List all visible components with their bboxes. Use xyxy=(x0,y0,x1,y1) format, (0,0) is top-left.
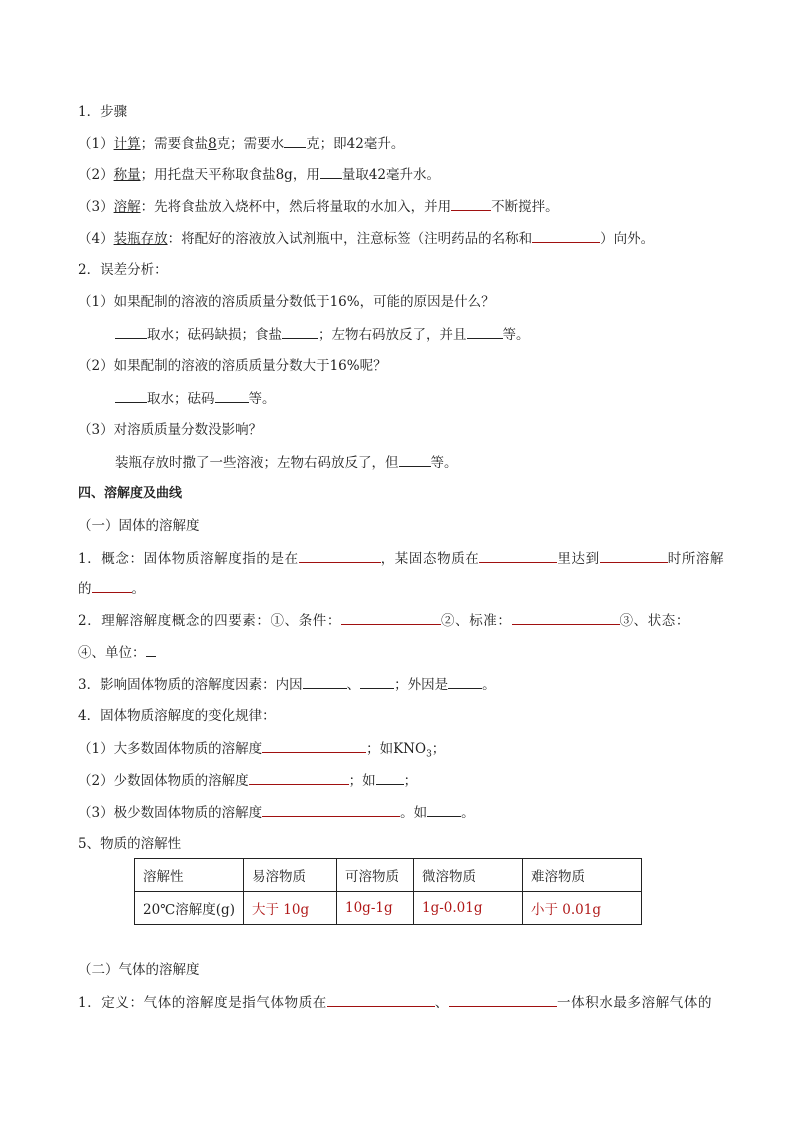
blank-unit[interactable] xyxy=(146,642,156,657)
blank-rule-2[interactable] xyxy=(249,770,349,785)
blank-internal-factor-1[interactable] xyxy=(303,674,347,689)
step-2-key: 称量 xyxy=(113,167,141,183)
subheading-solid: （一）固体的溶解度 xyxy=(78,518,200,534)
blank-standard[interactable] xyxy=(512,610,620,625)
step-3-key: 溶解 xyxy=(113,199,141,215)
gas-definition: 1．定义：气体的溶解度是指气体物质在 、 一体积水最多溶解气体的 xyxy=(78,992,712,1013)
blank-stir-tool[interactable] xyxy=(451,196,491,211)
table-cell: 1g-0.01g xyxy=(414,892,523,925)
rule-2: （2）少数固体物质的溶解度 ；如 ； xyxy=(78,770,417,791)
steps-heading: 1．步骤 xyxy=(78,104,128,120)
elements-line-1: 2．理解溶解度概念的四要素：①、条件： ②、标准： ③、状态： xyxy=(78,610,690,631)
rule-3: （3）极少数固体物质的溶解度 。如 。 xyxy=(78,802,475,823)
concept-line-2: 的 。 xyxy=(78,578,145,599)
solubility-heading: 5、物质的溶解性 xyxy=(78,836,182,852)
blank-water-reading-high[interactable] xyxy=(115,388,147,403)
concept-line-1: 1．概念：固体物质溶解度指的是在 ，某固态物质在 里达到 时所溶解 xyxy=(78,548,724,569)
blank-rule-2-example[interactable] xyxy=(376,770,404,785)
blank-salt-issue[interactable] xyxy=(282,324,318,339)
salt-amount: 8 xyxy=(208,136,217,152)
step-4-key: 装瓶存放 xyxy=(113,231,168,247)
blank-internal-factor-2[interactable] xyxy=(360,674,394,689)
rule-1: （1）大多数固体物质的溶解度 ；如$KNO_3$； xyxy=(78,738,445,765)
table-row xyxy=(135,892,642,925)
blank-rule-3-example[interactable] xyxy=(427,802,461,817)
blank-gas-temperature[interactable] xyxy=(449,992,557,1007)
table-cell: 难溶物质 xyxy=(523,859,642,892)
step-2: （2）称量；用托盘天平称取食盐8g，用 量取42毫升水。 xyxy=(78,164,440,185)
blank-weight-issue[interactable] xyxy=(215,388,249,403)
table-cell: 微溶物质 xyxy=(414,859,523,892)
blank-balance-issue[interactable] xyxy=(467,324,503,339)
table-header-row xyxy=(135,859,642,892)
factors-line: 3．影响固体物质的溶解度因素：内因 、 ；外因是 。 xyxy=(78,674,496,695)
table-cell: 大于 10g xyxy=(244,892,337,925)
blank-mass[interactable] xyxy=(92,578,132,593)
step-1: （1）计算；需要食盐8克；需要水 克；即42毫升。 xyxy=(78,133,404,154)
error-answer-2: 取水；砝码 等。 xyxy=(115,388,276,409)
blank-solvent-amount[interactable] xyxy=(479,548,557,563)
blank-rule-1[interactable] xyxy=(262,738,366,753)
rules-heading: 4．固体物质溶解度的变化规律： xyxy=(78,708,276,724)
error-heading: 2．误差分析： xyxy=(78,262,168,278)
blank-temperature[interactable] xyxy=(299,548,381,563)
blank-rule-3[interactable] xyxy=(262,802,400,817)
table-cell: 可溶物质 xyxy=(337,859,414,892)
solubility-table xyxy=(134,858,642,925)
table-cell: 20℃溶解度(g) xyxy=(135,892,244,925)
table-cell: 易溶物质 xyxy=(244,859,337,892)
blank-saturated-state[interactable] xyxy=(600,548,668,563)
blank-label-content[interactable] xyxy=(532,228,600,243)
step-4: （4）装瓶存放：将配好的溶液放入试剂瓶中，注意标签（注明药品的名称和 ）向外。 xyxy=(78,228,654,249)
elements-line-2: ④、单位： xyxy=(78,642,156,663)
blank-measuring-tool[interactable] xyxy=(320,164,342,179)
blank-water-grams[interactable] xyxy=(284,133,306,148)
subheading-gas: （二）气体的溶解度 xyxy=(78,962,200,978)
error-question-2: （2）如果配制的溶液的溶质质量分数大于16%呢？ xyxy=(78,358,387,374)
error-question-3: （3）对溶质质量分数没影响？ xyxy=(78,422,263,438)
error-answer-1: 取水；砝码缺损；食盐 ；左物右码放反了，并且 等。 xyxy=(115,324,530,345)
blank-water-reading-low[interactable] xyxy=(115,324,147,339)
error-answer-3: 装瓶存放时撒了一些溶液；左物右码放反了，但 等。 xyxy=(115,452,458,473)
table-cell: 溶解性 xyxy=(135,859,244,892)
table-cell: 小于 0.01g xyxy=(523,892,642,925)
table-cell: 10g-1g xyxy=(337,892,414,925)
step-3: （3）溶解：先将食盐放入烧杯中，然后将量取的水加入，并用 不断搅拌。 xyxy=(78,196,559,217)
blank-external-factor[interactable] xyxy=(448,674,482,689)
blank-gas-pressure[interactable] xyxy=(327,992,435,1007)
blank-no-effect[interactable] xyxy=(399,452,431,467)
step-1-key: 计算 xyxy=(113,136,141,152)
section-heading-solubility: 四、溶解度及曲线 xyxy=(78,486,183,501)
blank-condition[interactable] xyxy=(341,610,441,625)
error-question-1: （1）如果配制的溶液的溶质质量分数低于16%，可能的原因是什么？ xyxy=(78,294,495,310)
